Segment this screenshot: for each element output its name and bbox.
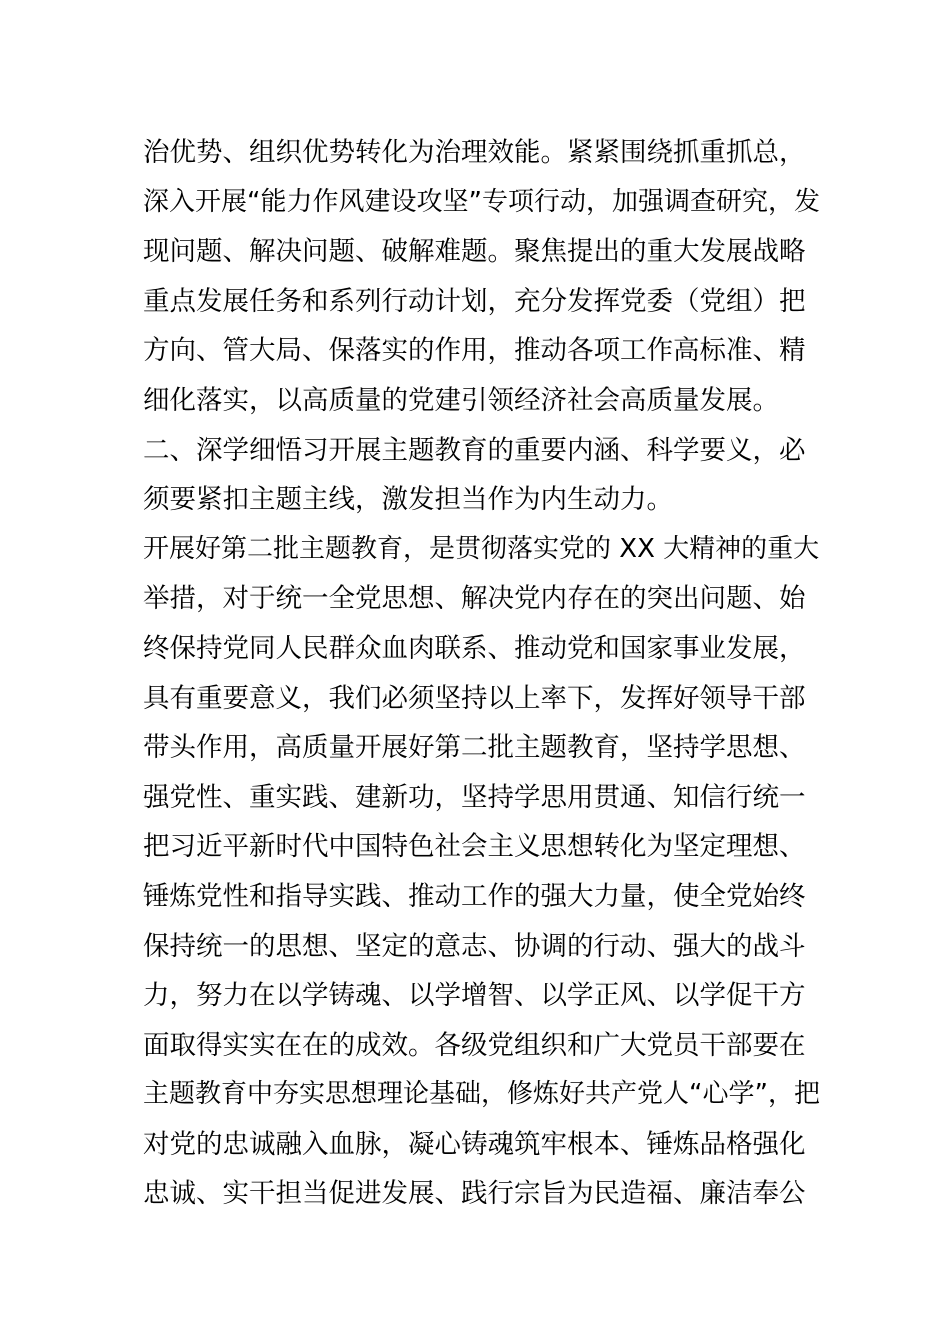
text-line: 保持统一的思想、坚定的意志、协调的行动、强大的战斗 [143, 930, 806, 962]
text-line: 主题教育中夯实思想理论基础，修炼好共产党人“心学”，把 [143, 1079, 820, 1110]
text-line: 强党性、重实践、建新功，坚持学思用贯通、知信行统一 [143, 781, 806, 813]
text-line: 把习近平新时代中国特色社会主义思想转化为坚定理想、 [143, 831, 806, 863]
text-line: 重点发展任务和系列行动计划，充分发挥党委（党组）把 [143, 285, 806, 317]
text-line: 对党的忠诚融入血脉，凝心铸魂筑牢根本、锤炼品格强化 [143, 1128, 806, 1160]
text-line: 方向、管大局、保落实的作用，推动各项工作高标准、精 [143, 335, 806, 367]
text-line: 现问题、解决问题、破解难题。聚焦提出的重大发展战略 [143, 236, 806, 268]
text-line: 具有重要意义，我们必须坚持以上率下，发挥好领导干部 [143, 682, 806, 714]
body-text [143, 128, 823, 1219]
text-line: 治优势、组织优势转化为治理效能。紧紧围绕抓重抓总， [143, 137, 806, 168]
text-line: 细化落实，以高质量的党建引领经济社会高质量发展。 [143, 384, 779, 416]
text-line: 忠诚、实干担当促进发展、践行宗旨为民造福、廉洁奉公 [143, 1178, 806, 1210]
text-line: 面取得实实在在的成效。各级党组织和广大党员干部要在 [143, 1029, 806, 1061]
text-line: 带头作用，高质量开展好第二批主题教育，坚持学思想、 [143, 732, 806, 764]
text-line: 举措，对于统一全党思想、解决党内存在的突出问题、始 [143, 583, 806, 615]
text-line: 锤炼党性和指导实践、推动工作的强大力量，使全党始终 [143, 880, 806, 912]
text-line: 终保持党同人民群众血肉联系、推动党和国家事业发展， [143, 632, 806, 664]
section-heading-line: 须要紧扣主题主线，激发担当作为内生动力。 [143, 484, 673, 516]
section-heading-line: 二、深学细悟习开展主题教育的重要内涵、科学要义，必 [143, 434, 806, 466]
text-line: 开展好第二批主题教育，是贯彻落实党的 XX 大精神的重大 [143, 533, 820, 564]
text-line: 深入开展“能力作风建设攻坚”专项行动，加强调查研究，发 [143, 186, 820, 217]
text-line: 力，努力在以学铸魂、以学增智、以学正风、以学促干方 [143, 980, 806, 1012]
